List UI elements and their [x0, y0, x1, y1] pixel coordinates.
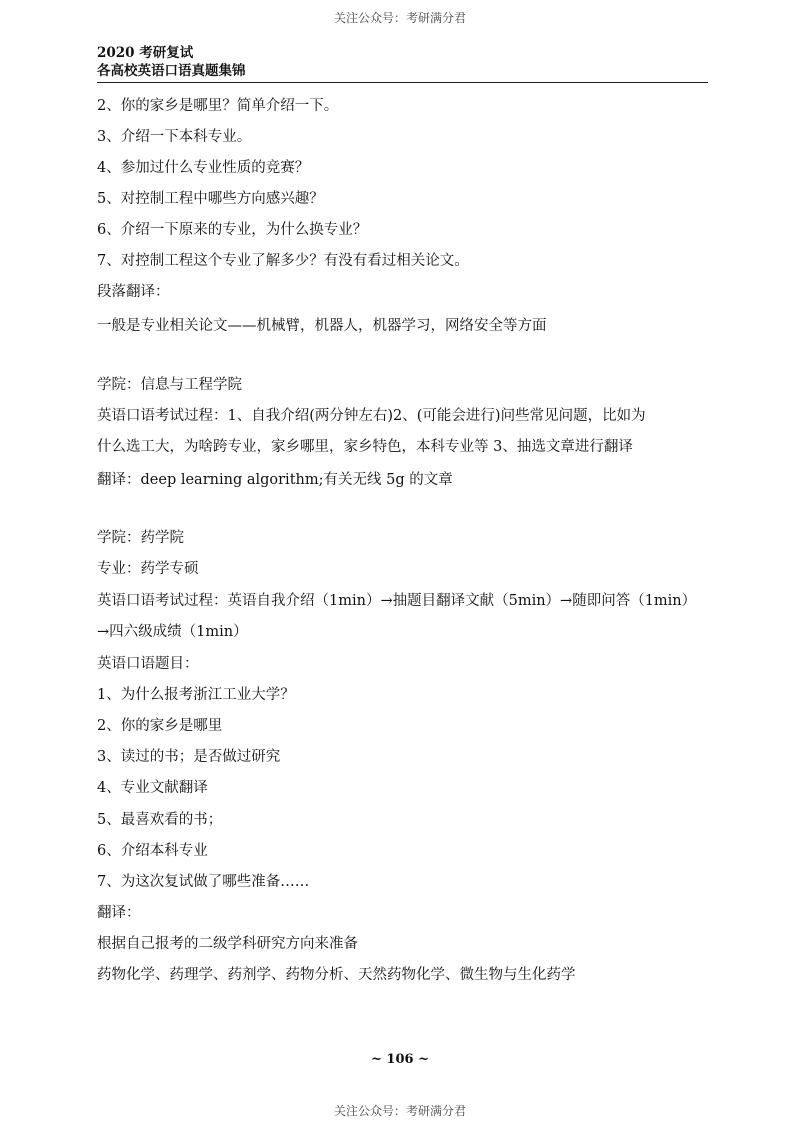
section-label: 段落翻译： [97, 284, 170, 300]
text-line: →四六级成绩（1min） [97, 624, 248, 640]
text-line: 4、参加过什么专业性质的竞赛？ [97, 160, 310, 176]
text-line: 3、介绍一下本科专业。 [97, 129, 252, 145]
text-line: 翻译：deep learning algorithm;有关无线 5g 的文章 [97, 472, 453, 488]
college-label: 学院：药学院 [97, 530, 184, 546]
text-line: 6、介绍本科专业 [97, 843, 208, 859]
text-line: 英语口语考试过程：1、自我介绍(两分钟左右)2、(可能会进行)问些常见问题，比如为 [97, 408, 646, 424]
text-line: 英语口语考试过程：英语自我介绍（1min）→抽题目翻译文献（5min）→随即问答（1min） [97, 593, 697, 609]
header-subtitle: 各高校英语口语真题集锦 [97, 63, 246, 79]
text-line: 2、你的家乡是哪里 [97, 718, 223, 734]
watermark-top: 关注公众号：考研满分君 [333, 11, 466, 25]
watermark-bottom: 关注公众号：考研满分君 [333, 1104, 466, 1118]
text-line: 4、专业文献翻译 [97, 780, 208, 796]
text-line: 5、对控制工程中哪些方向感兴趣？ [97, 191, 324, 207]
page-number: ~ 106 ~ [371, 1052, 429, 1067]
text-line: 7、对控制工程这个专业了解多少？有没有看过相关论文。 [97, 253, 469, 269]
text-line: 1、为什么报考浙江工业大学？ [97, 687, 295, 703]
text-line: 5、最喜欢看的书； [97, 812, 223, 828]
major-label: 专业：药学专硕 [97, 561, 199, 577]
text-line: 根据自己报考的二级学科研究方向来准备 [97, 936, 358, 952]
text-line: 6、介绍一下原来的专业，为什么换专业？ [97, 222, 368, 238]
text-line: 一般是专业相关论文——机械臂，机器人，机器学习，网络安全等方面 [97, 318, 547, 334]
section-label: 翻译： [97, 905, 141, 921]
college-label: 学院：信息与工程学院 [97, 377, 242, 393]
text-line: 3、读过的书；是否做过研究 [97, 749, 281, 765]
header-title: 2020 考研复试 [97, 45, 194, 61]
section-label: 英语口语题目： [97, 656, 199, 672]
text-line: 7、为这次复试做了哪些准备…… [97, 874, 310, 890]
text-line: 药物化学、药理学、药剂学、药物分析、天然药物化学、微生物与生化药学 [97, 967, 576, 983]
text-line: 2、你的家乡是哪里？简单介绍一下。 [97, 98, 339, 114]
document-header [97, 44, 708, 83]
text-line: 什么选工大，为啥跨专业，家乡哪里，家乡特色，本科专业等 3、抽选文章进行翻译 [97, 439, 633, 455]
